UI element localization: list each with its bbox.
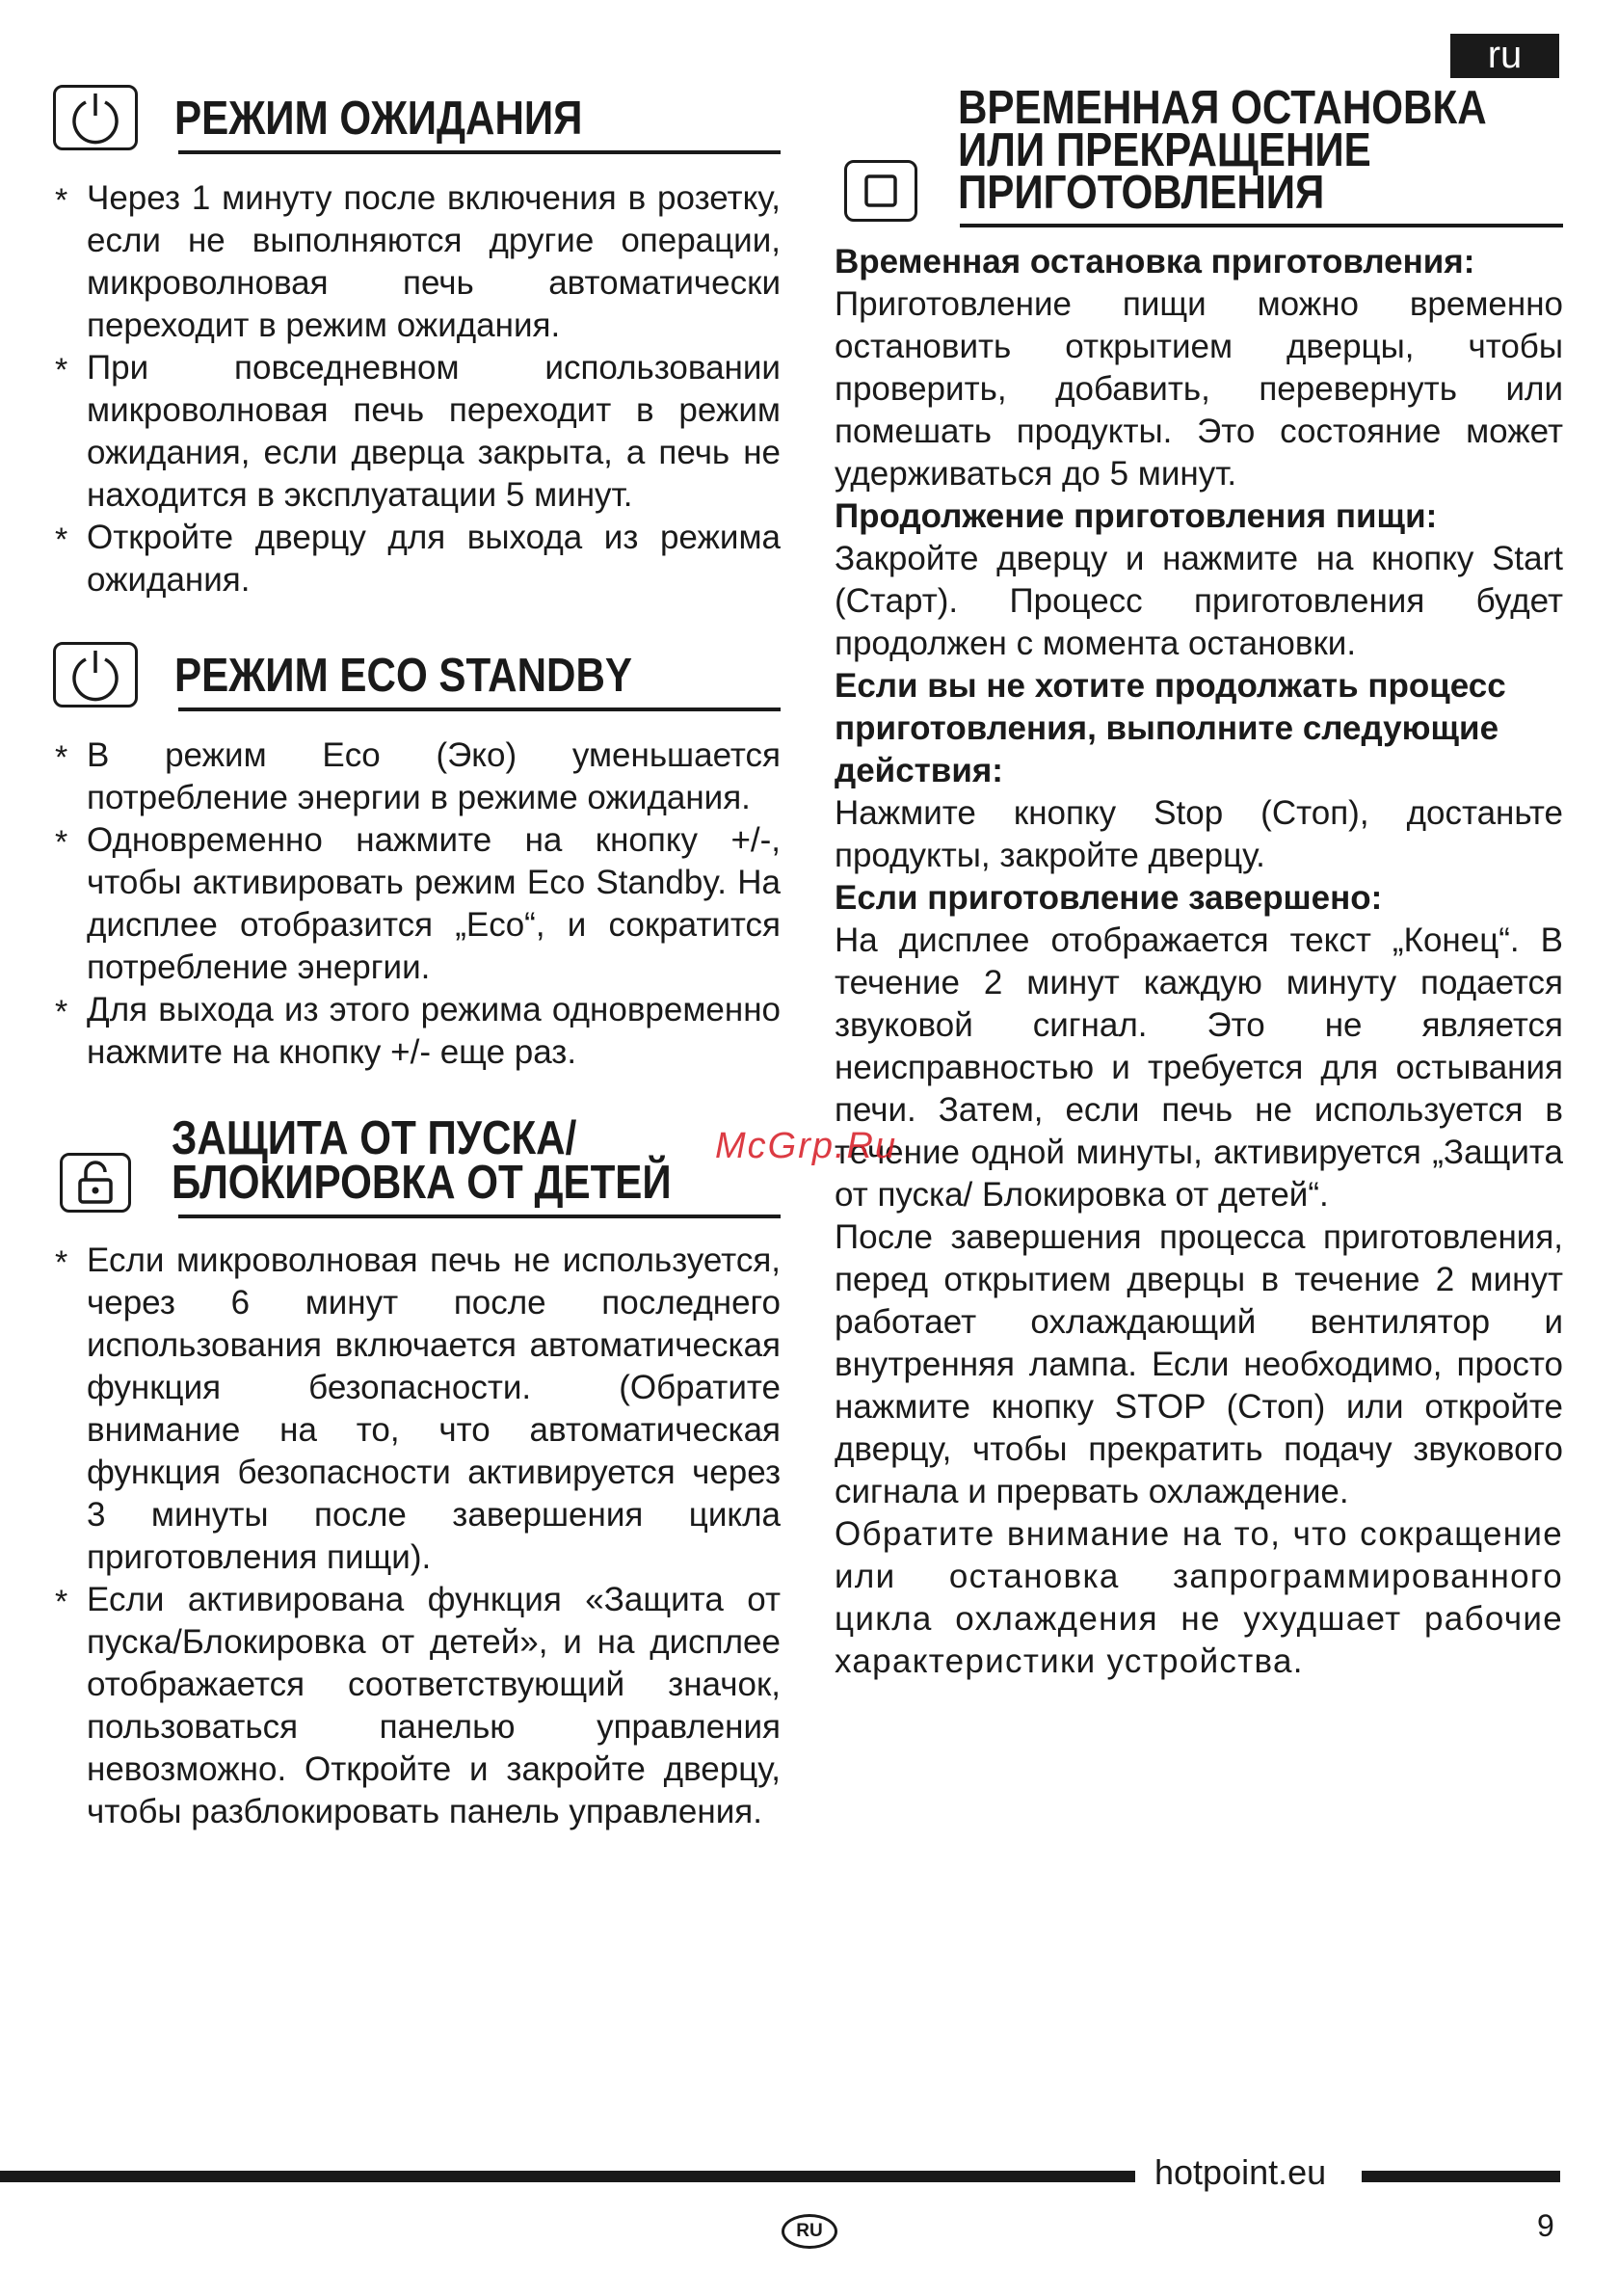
eco-list	[53, 734, 781, 1074]
list-item: * Откройте дверцу для выхода из режима ожидания.	[53, 517, 781, 601]
done-text-1: На дисплее отображается текст „Конец“. В течение 2 минут каждую минуту подается звуковой сигнал. Это не является неисправностью и требуется для остывания печи. Затем, если печь не используется в течение одной минуты, активируется „Защита от пуска/ Блокировка от детей“.	[835, 921, 1563, 1214]
list-item: * Если микроволновая печь не используется, через 6 минут после последнего использования включается автоматическая функция безопасности. (Обратите внимание на то, что автоматическая функция безопасности активируется через 3 минуты после завершения цикла приготовления пищи).	[53, 1240, 781, 1579]
eco-section	[53, 642, 781, 1074]
power-icon	[53, 85, 138, 150]
list-item: * При повседневном использовании микроволновая печь переходит в режим ожидания, если дверца закрыта, а печь не находится в эксплуатации 5 минут.	[53, 347, 781, 517]
list-item: * Если активирована функция «Защита от пуска/Блокировка от детей», и на дисплее отображается соответствующий значок, пользоваться панелью управления невозможно. Откройте и закройте дверцу, чтобы разблокировать панель управления.	[53, 1579, 781, 1833]
list-item: * Через 1 минуту после включения в розетку, если не выполняются другие операции, микроволновая печь автоматически переходит в режим ожидания.	[53, 177, 781, 347]
done-text-3: Обратите внимание на то, что сокращение или остановка запрограммированного цикла охлаждения не ухудшает рабочие характеристики устройства.	[835, 1515, 1563, 1680]
pause-title-line2: ИЛИ ПРЕКРАЩЕНИЕ	[958, 124, 1371, 176]
standby-list	[53, 177, 781, 601]
lock-section	[53, 1112, 781, 1833]
standby-heading	[53, 85, 781, 150]
cancel-subheading: Если вы не хотите продолжать процесс приготовления, выполните следующие действия:	[835, 667, 1506, 789]
list-item: * Для выхода из этого режима одновременно нажмите на кнопку +/- еще раз.	[53, 989, 781, 1074]
list-item: * В режим Eco (Эко) уменьшается потребление энергии в режиме ожидания.	[53, 734, 781, 819]
lock-list	[53, 1240, 781, 1833]
cancel-text: Нажмите кнопку Stop (Стоп), достаньте продукты, закройте дверцу.	[835, 794, 1563, 874]
pause-body	[835, 241, 1563, 1683]
footer-rule-right	[1362, 2171, 1560, 2182]
pause-title-line1: ВРЕМЕННАЯ ОСТАНОВКА	[958, 82, 1487, 134]
eco-title-underline	[178, 707, 781, 711]
eco-heading	[53, 642, 781, 707]
stop-square-icon	[844, 160, 917, 222]
language-badge: RU	[782, 2214, 837, 2249]
language-tab: ru	[1450, 34, 1559, 78]
standby-section	[53, 85, 781, 601]
lock-title-line2: БЛОКИРОВКА ОТ ДЕТЕЙ	[172, 1157, 672, 1209]
done-text-2: После завершения процесса приготовления, перед открытием дверцы в течение 2 минут работает охлаждающий вентилятор и внутренняя лампа. Если необходимо, просто нажмите кнопку STOP (Стоп) или откройте дверцу, чтобы прекратить подачу звукового сигнала и прервать охлаждение.	[835, 1218, 1563, 1510]
pause-title-underline	[960, 224, 1563, 227]
lock-title-underline	[178, 1215, 781, 1218]
list-item: * Одновременно нажмите на кнопку +/-, чтобы активировать режим Eco Standby. На дисплее отобразится „Eco“, и сократится потребление энергии.	[53, 819, 781, 989]
watermark: McGrp.Ru	[715, 1126, 898, 1166]
power-icon	[53, 642, 138, 707]
lock-title-line1: ЗАЩИТА ОТ ПУСКА/	[172, 1112, 577, 1164]
footer-site: hotpoint.eu	[1154, 2152, 1327, 2192]
lock-heading	[53, 1112, 781, 1215]
pause-title	[958, 82, 1487, 224]
pause-title-line3: ПРИГОТОВЛЕНИЯ	[958, 167, 1325, 219]
padlock-icon	[60, 1153, 131, 1213]
lock-title	[172, 1112, 696, 1215]
done-subheading: Если приготовление завершено:	[835, 879, 1383, 917]
resume-text: Закройте дверцу и нажмите на кнопку Start (Старт). Процесс приготовления будет продолжен с момента остановки.	[835, 540, 1563, 662]
standby-title-underline	[178, 150, 781, 154]
pause-heading-block	[835, 82, 1563, 224]
resume-subheading: Продолжение приготовления пищи:	[835, 497, 1438, 535]
footer-rule-left	[0, 2171, 1135, 2182]
right-column	[835, 82, 1563, 1683]
left-column	[53, 85, 781, 1833]
eco-title: РЕЖИМ ECO STANDBY	[174, 650, 632, 702]
pause-subheading: Временная остановка приготовления:	[835, 243, 1475, 280]
standby-title: РЕЖИМ ОЖИДАНИЯ	[174, 93, 583, 145]
pause-text: Приготовление пищи можно временно остановить открытием дверцы, чтобы проверить, добавить, перевернуть или помешать продукты. Это состояние может удерживаться до 5 минут.	[835, 285, 1563, 493]
page-number: 9	[1537, 2208, 1554, 2243]
